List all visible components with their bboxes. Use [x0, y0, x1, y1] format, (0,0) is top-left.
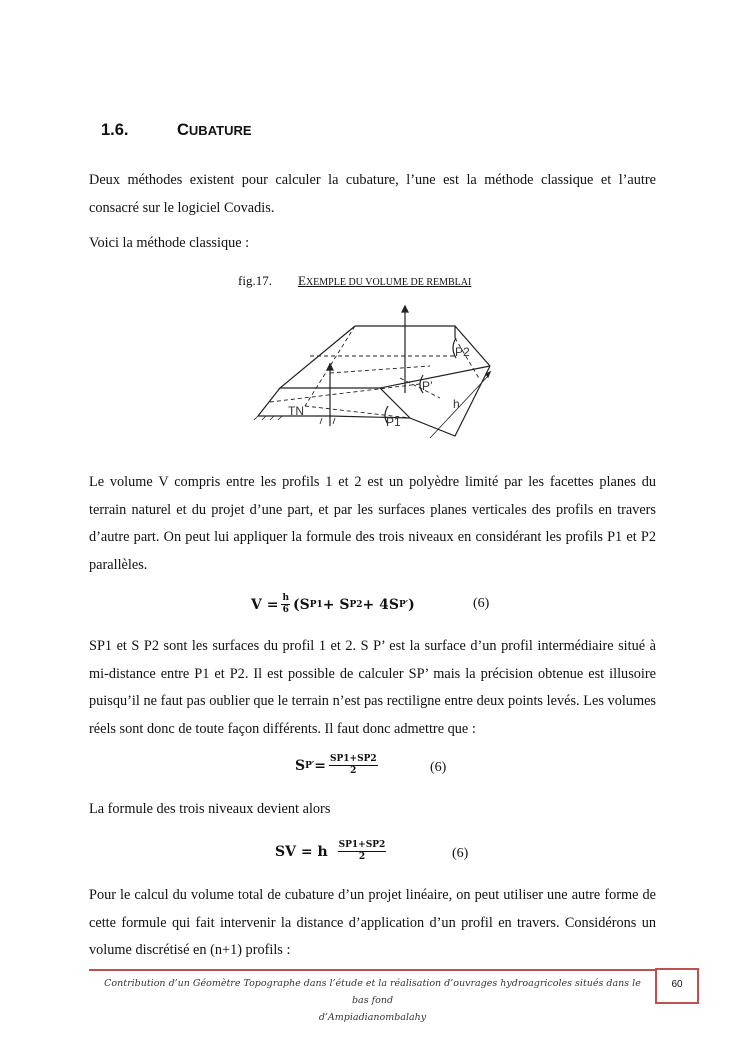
- figure-label: fig.17.: [238, 273, 272, 288]
- figure-title: [298, 273, 471, 288]
- eq1-fraction: [281, 593, 290, 616]
- eq1-plus1: + S: [322, 596, 350, 613]
- footer-line1: Contribution d’un Géomètre Topographe dans l’étude et la réalisation d’ouvrages hydroagricoles situés dans le bas fond: [104, 978, 641, 1006]
- footer-divider: [89, 969, 657, 971]
- eq3-number: (6): [452, 846, 469, 861]
- eq1-frac-den: 6: [282, 605, 289, 615]
- section-heading: [101, 121, 252, 140]
- paragraph-volume: Le volume V compris entre les profils 1 et 2 est un polyèdre limité par les facettes planes du terrain naturel et du projet d’une part, et par les surfaces planes verticales des profils en travers d’autre part. On peut lui appliquer la formule des trois niveaux en considérant les profils P1 et P2 parallèles.: [89, 474, 656, 573]
- page-number-box: [655, 968, 699, 1004]
- eq1-sub-p2: P2: [349, 599, 363, 610]
- footer-text: [100, 975, 645, 1026]
- label-h: h: [453, 397, 460, 411]
- eq2-lhs-sub: P′: [305, 760, 315, 771]
- paragraph-intro: Deux méthodes existent pour calculer la cubature, l’une est la méthode classique et l’autre consacré sur le logiciel Covadis.: [89, 172, 656, 216]
- section-title-rest: UBATURE: [188, 123, 252, 138]
- label-tn: TN: [288, 404, 304, 418]
- eq2-lhs: S: [295, 757, 306, 774]
- eq2-frac-den: 2: [350, 766, 357, 776]
- eq1-close: ): [408, 596, 415, 613]
- label-p1: P1: [386, 415, 401, 429]
- equation-mid-profile: [295, 754, 381, 777]
- eq2-fraction: [329, 754, 378, 777]
- figure-title-initial: E: [298, 273, 306, 288]
- eq2-number: (6): [430, 760, 447, 775]
- paragraph-surfaces: SP1 et S P2 sont les surfaces du profil 1 et 2. S P’ est la surface d’un profil intermédiaire situé à mi-distance entre P1 et P2. Il est possible de calculer SP’ mais la précision obtenue est illusoire puisqu’il ne faut pas oublier que le terrain n’est pas rectiligne entre deux points levés. Les volumes réels sont donc de toute façon différents. Il faut donc admettre que :: [89, 638, 656, 737]
- embankment-figure: [250, 298, 500, 448]
- eq1-plus2: + 4S: [362, 596, 399, 613]
- eq3-fraction: [338, 840, 387, 863]
- paragraph-formula: La formule des trois niveaux devient alors: [89, 801, 331, 817]
- eq3-frac-den: 2: [358, 852, 366, 862]
- equation-volume: [275, 840, 389, 863]
- equation-three-levels: [251, 593, 415, 616]
- eq1-sub-p1: P1: [309, 599, 323, 610]
- label-pprime: P’: [422, 379, 433, 393]
- eq1-frac-num: h: [282, 593, 290, 603]
- eq3-frac-num: SP1+SP2: [338, 840, 386, 850]
- eq1-lhs: V =: [251, 596, 279, 613]
- figure-title-rest: XEMPLE DU VOLUME DE REMBLAI: [305, 277, 472, 288]
- eq1-number: (6): [473, 596, 490, 611]
- footer-line2: d’Ampiadianombalahy: [318, 1012, 427, 1023]
- label-p2: P2: [455, 345, 470, 359]
- section-number: 1.6.: [101, 121, 129, 139]
- figure-caption: [238, 273, 471, 289]
- eq1-sub-pprime: P′: [399, 599, 409, 610]
- paragraph-method: Voici la méthode classique :: [89, 235, 250, 251]
- page-number: 60: [671, 979, 683, 990]
- section-title-initial: C: [177, 121, 189, 139]
- eq2-equals: =: [314, 757, 326, 774]
- eq1-open: (S: [293, 596, 310, 613]
- paragraph-total-volume: Pour le calcul du volume total de cubature d’un projet linéaire, on peut utiliser une autre forme de cette formule qui fait intervenir la distance d’application d’un profil en travers. Considérons un volume discrétisé en (n+1) profils :: [89, 887, 656, 958]
- eq3-lhs: SV = h: [275, 843, 328, 860]
- eq2-frac-num: SP1+SP2: [330, 754, 377, 764]
